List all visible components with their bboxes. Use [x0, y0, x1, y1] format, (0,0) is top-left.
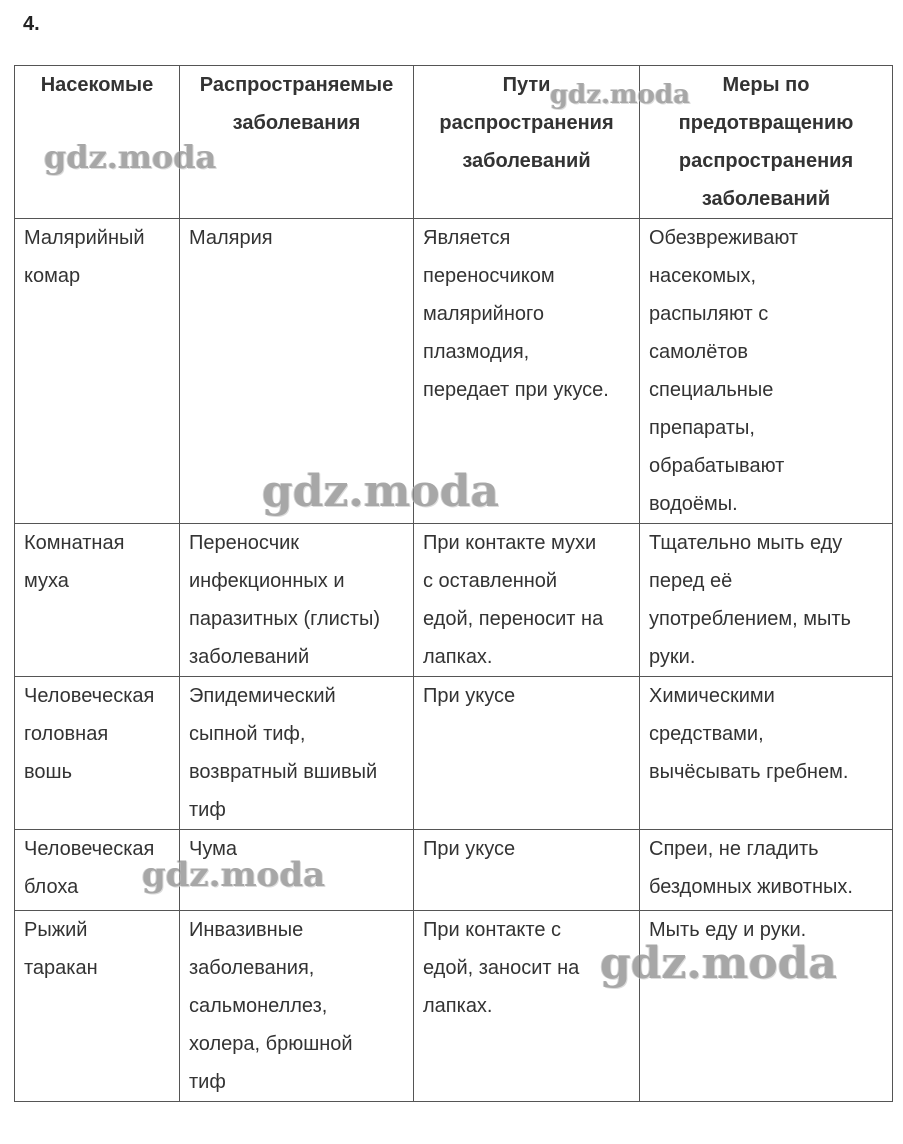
insects-table — [14, 65, 893, 1102]
header-paths — [414, 66, 640, 219]
watermark: gdz.moda — [262, 466, 500, 517]
cell-measures-text: Мыть еду и руки. — [649, 919, 807, 941]
cell-paths — [414, 219, 640, 524]
cell-measures-text: Тщательно мыть еду перед её употреблением, мыть руки. — [649, 532, 851, 668]
cell-insect — [15, 524, 180, 677]
watermark: gdz.moda — [600, 938, 838, 989]
cell-diseases-text: Переносчик инфекционных и паразитных (глисты) заболеваний — [189, 532, 381, 668]
header-paths-label: Пути распространения заболеваний — [439, 74, 614, 172]
header-insects — [15, 66, 180, 219]
cell-diseases — [180, 524, 414, 677]
table-row — [15, 219, 893, 524]
cell-insect — [15, 911, 180, 1102]
cell-diseases — [180, 911, 414, 1102]
cell-measures — [640, 219, 893, 524]
cell-insect-text: Рыжий таракан — [24, 919, 98, 979]
watermark: gdz.moda — [44, 138, 217, 176]
cell-insect-text: Человеческая головная вошь — [24, 685, 155, 783]
header-insects-label: Насекомые — [40, 74, 154, 96]
cell-paths — [414, 677, 640, 830]
cell-measures-text: Спреи, не гладить бездомных животных. — [649, 838, 853, 898]
cell-measures — [640, 677, 893, 830]
cell-diseases-text: Инвазивные заболевания, сальмонеллез, холера, брюшной тиф — [189, 919, 353, 1093]
header-measures — [640, 66, 893, 219]
cell-paths — [414, 911, 640, 1102]
watermark: gdz.moda — [142, 855, 326, 895]
cell-insect — [15, 677, 180, 830]
header-diseases-label: Распространяемые заболевания — [199, 74, 394, 134]
cell-diseases — [180, 219, 414, 524]
cell-paths-text: При контакте мухи с оставленной едой, переносит на лапках. — [423, 532, 604, 668]
cell-paths-text: Является переносчиком малярийного плазмодия, передает при укусе. — [423, 227, 609, 401]
cell-insect-text: Человеческая блоха — [24, 838, 155, 898]
watermark: gdz.moda — [550, 80, 691, 110]
cell-diseases-text: Чума — [189, 838, 237, 860]
cell-measures-text: Обезвреживают насекомых, распыляют с самолётов специальные препараты, обрабатывают водоёмы. — [649, 227, 799, 515]
cell-paths — [414, 524, 640, 677]
cell-diseases — [180, 677, 414, 830]
table-row — [15, 524, 893, 677]
cell-paths-text: При укусе — [423, 838, 516, 860]
table-row — [15, 677, 893, 830]
cell-paths-text: При контакте с едой, заносит на лапках. — [423, 919, 580, 1017]
task-number: 4. — [23, 13, 40, 35]
cell-insect-text: Комнатная муха — [24, 532, 125, 592]
cell-diseases-text: Малярия — [189, 227, 273, 249]
cell-diseases-text: Эпидемический сыпной тиф, возвратный вшивый тиф — [189, 685, 378, 821]
cell-paths — [414, 830, 640, 911]
cell-measures — [640, 911, 893, 1102]
cell-measures-text: Химическими средствами, вычёсывать гребнем. — [649, 685, 849, 783]
cell-insect-text: Малярийный комар — [24, 227, 145, 287]
table-row — [15, 830, 893, 911]
header-diseases — [180, 66, 414, 219]
cell-insect — [15, 830, 180, 911]
table-row — [15, 911, 893, 1102]
cell-diseases — [180, 830, 414, 911]
header-measures-label: Меры по предотвращению распространения заболеваний — [678, 74, 854, 210]
header-row — [15, 66, 893, 219]
cell-paths-text: При укусе — [423, 685, 516, 707]
cell-measures — [640, 524, 893, 677]
cell-insect — [15, 219, 180, 524]
cell-measures — [640, 830, 893, 911]
